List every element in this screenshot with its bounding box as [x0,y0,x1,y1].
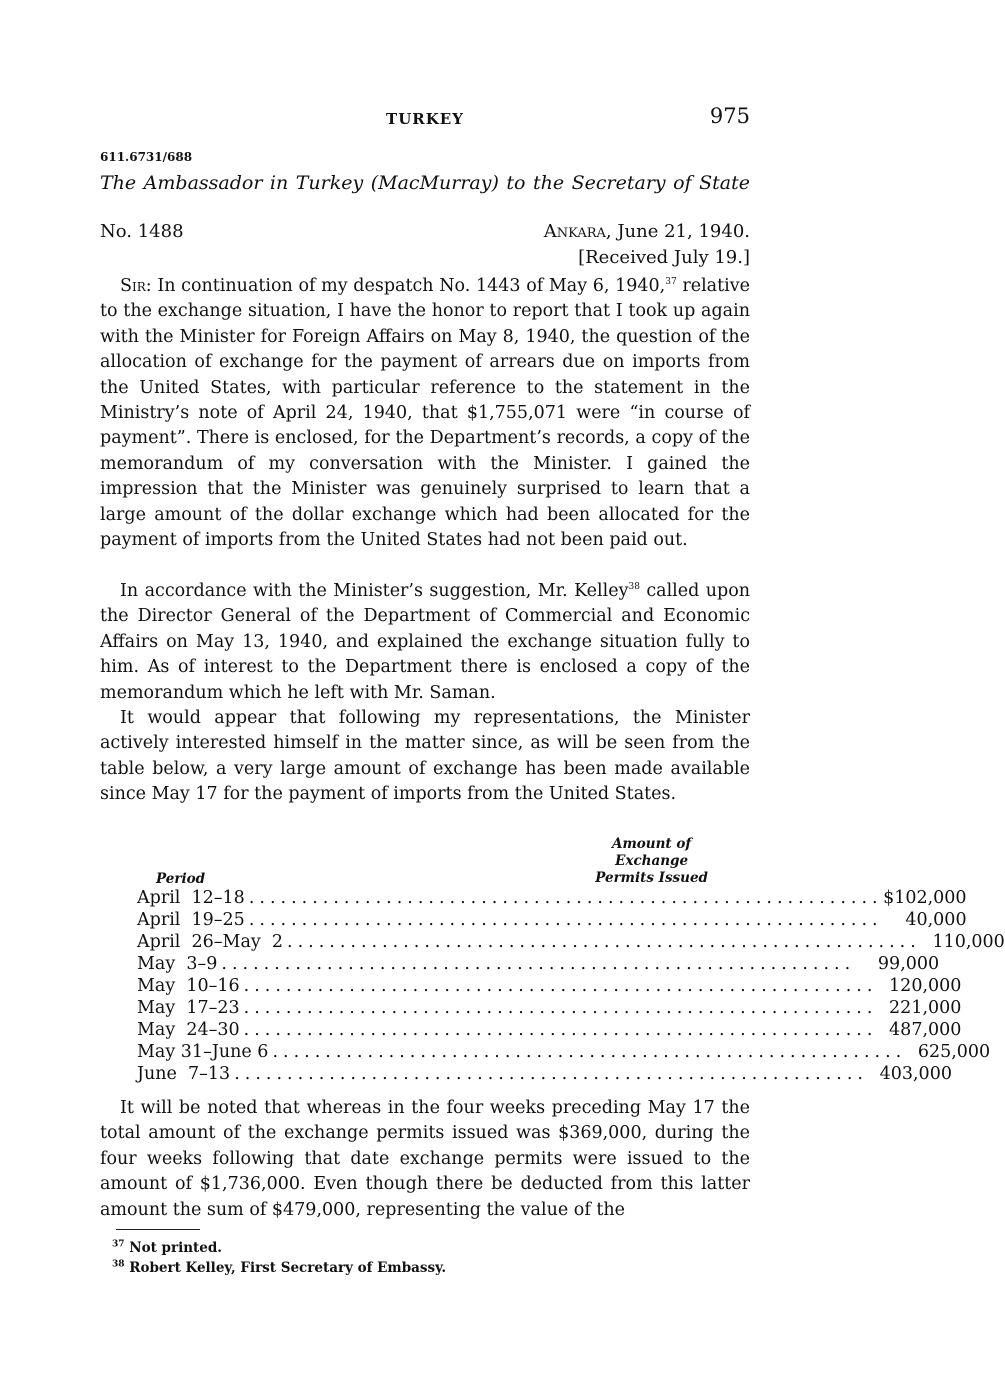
running-head [100,104,750,134]
period-cell: May 24–30 [137,1020,240,1040]
document-heading: The Ambassador in Turkey (MacMurray) to the Secretary of State [100,172,750,194]
footnote-divider [116,1229,200,1230]
amount-cell: 487,000 [889,1020,962,1040]
amount-header-line-2: Exchange [615,853,689,869]
paragraph-4 [100,1096,750,1223]
paragraph-2-lead: In accordance with the Minister’s suggestion, Mr. Kelley [120,581,629,601]
amount-cell: 403,000 [879,1064,952,1084]
period-cell: April 26–May 2 [137,932,284,952]
table-row [137,887,967,909]
paragraph-2-text: called upon the Director General of the Department of Commercial and Economic Affairs on May 13, 1940, and explained the exchange situation fully to him. As of interest to the Department there is enclosed a copy of the memorandum which he left with Mr. Saman. [100,581,750,703]
amount-cell: 625,000 [917,1042,991,1062]
leader-dots: ............................................................ [243,998,878,1018]
leader-dots: ............................................................ [248,910,883,930]
footnote-mark: 37 [112,1239,125,1250]
paragraph-1-lead: : In continuation of my despatch No. 1443 of May 6, 1940, [145,276,666,296]
period-cell: May 3–9 [137,954,218,974]
salutation: Sir [120,276,146,296]
period-cell: May 10–16 [137,976,240,996]
leader-dots: ............................................................ [221,954,856,974]
exchange-permits-table [137,887,1005,1085]
period-cell: April 12–18 [137,888,245,908]
leader-dots: ............................................................ [234,1064,868,1084]
paragraph-1 [100,274,750,553]
amount-cell: 120,000 [889,976,962,996]
footnote-37 [112,1238,446,1258]
column-header-period: Period [156,871,206,887]
table-header [100,835,750,887]
leader-dots: ............................................................ [287,932,921,952]
leader-dots: ............................................................ [272,1042,907,1062]
footnotes [112,1238,446,1278]
footnote-ref-37: 37 [665,277,677,288]
paragraph-3-text: It would appear that following my representations, the Minister actively interested himself in the matter since, as will be seen from the table below, a very large amount of exchange has been made available since May 17 for the payment of imports from the United States. [100,708,750,805]
amount-cell: 110,000 [932,932,1005,952]
footnote-ref-38: 38 [628,582,640,593]
amount-header-line-1: Amount of [612,836,692,852]
table-row [137,997,962,1019]
table-row [137,1041,991,1063]
amount-cell: 99,000 [877,954,940,974]
leader-dots: ............................................................ [243,1020,878,1040]
leader-dots: ............................................................ [248,888,883,908]
paragraph-1-text: relative to the exchange situation, I have the honor to report that I took up again with the Minister for Foreign Affairs on May 8, 1940, the question of the allocation of exchange for the payment of arrears due on imports from the United States, with particular reference to the statement in the Ministry’s note of April 24, 1940, that $1,755,071 were “in course of payment”. There is enclosed, for the Department’s records, a copy of the memorandum of my conversation with the Minister. I gained the impression that the Minister was genuinely surprised to learn that a large amount of the dollar exchange which had been allocated for the payment of imports from the United States had not been paid out. [100,276,750,551]
dispatch-number: No. 1488 [100,221,184,242]
amount-cell: 40,000 [905,910,967,930]
table-row [137,1063,952,1085]
period-cell: June 7–13 [137,1064,231,1084]
amount-cell: $102,000 [883,888,967,908]
place-date [544,221,750,242]
running-title: TURKEY [386,110,464,128]
amount-header-line-3: Permits Issued [595,870,708,886]
period-cell: April 19–25 [137,910,245,930]
place: Ankara [543,221,606,242]
table-row [137,909,967,931]
footnote-text: Not printed. [124,1240,222,1256]
date: , June 21, 1940. [605,221,750,242]
paragraph-2 [100,579,750,706]
page-number: 975 [709,104,750,128]
paragraph-4-text: It will be noted that whereas in the four weeks preceding May 17 the total amount of the exchange permits issued was $369,000, during the four weeks following that date exchange permits were issued to the amount of $1,736,000. Even though there be deducted from this latter amount the sum of $479,000, representing the value of the [100,1098,750,1220]
table-row [137,953,940,975]
period-cell: May 17–23 [137,998,240,1018]
footnote-38 [112,1258,446,1278]
footnote-text: Robert Kelley, First Secretary of Embassy. [124,1260,447,1276]
file-number: 611.6731/688 [100,150,193,164]
footnote-mark: 38 [112,1259,125,1270]
table-row [137,1019,962,1041]
amount-cell: 221,000 [889,998,962,1018]
table-row [137,931,1005,953]
received-date: [Received July 19.] [578,247,750,268]
column-header-amount [595,836,708,887]
leader-dots: ............................................................ [243,976,878,996]
table-row [137,975,962,997]
period-cell: May 31–June 6 [137,1042,269,1062]
paragraph-3 [100,706,750,808]
